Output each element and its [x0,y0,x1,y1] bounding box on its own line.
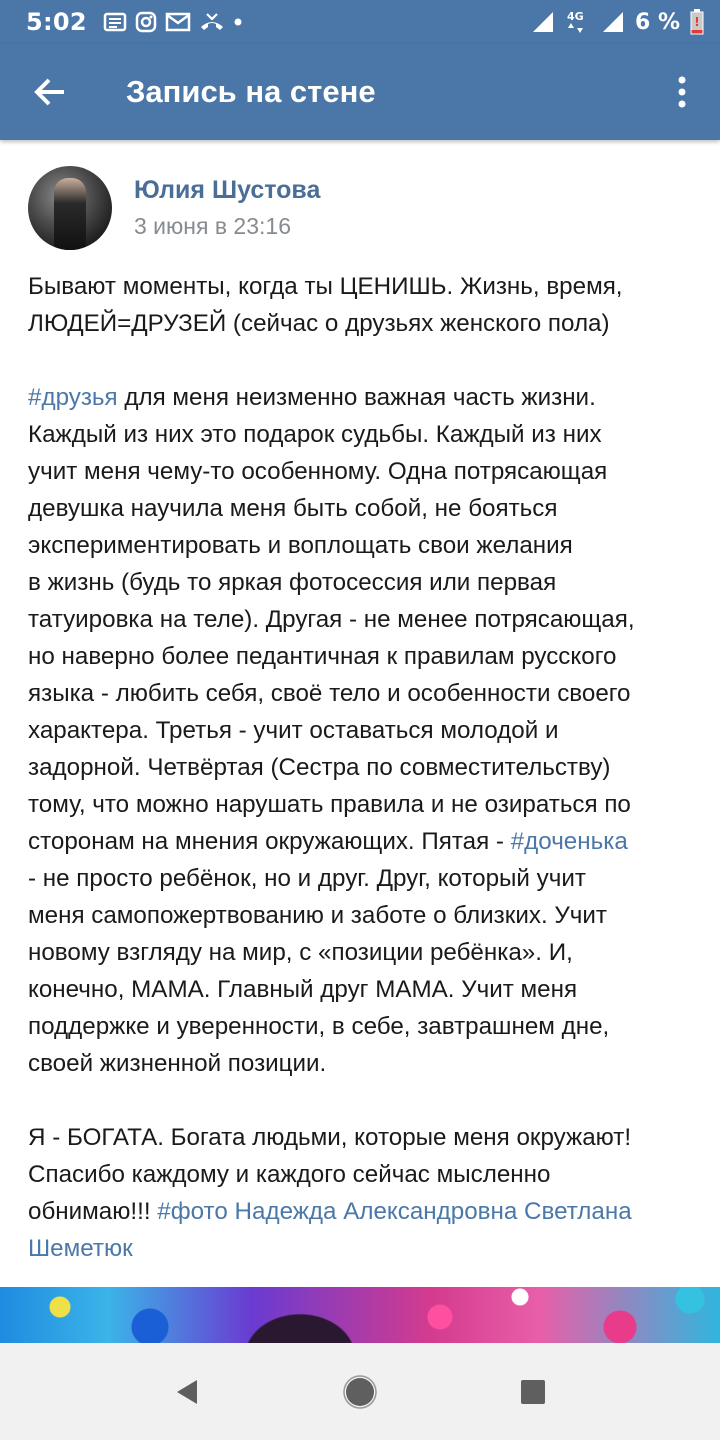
text-line: меня самопожертвованию и заботе о близких. Учит [28,902,607,929]
square-recent-icon [519,1378,547,1406]
nav-back-button[interactable] [147,1352,227,1432]
battery-icon [690,9,704,35]
more-options-button[interactable] [644,44,720,140]
text-line: Бывают моменты, когда ты ЦЕНИШЬ. Жизнь, время, [28,273,623,300]
hashtag-link[interactable]: Шеметюк [28,1235,133,1262]
text-line: конечно, МАМА. Главный друг МАМА. Учит меня [28,976,578,1003]
hashtag-link[interactable]: #друзья [28,384,118,411]
text-line: Каждый из них это подарок судьбы. Каждый из них [28,421,602,448]
text-line [28,1230,698,1267]
more-vertical-icon [677,76,687,108]
text-line: новому взгляду на мир, с «позиции ребёнка». И, [28,939,573,966]
more-notifications-dot-icon [233,17,243,27]
mail-icon [165,12,191,32]
text-line: - не просто ребёнок, но и друг. Друг, который учит [28,865,586,892]
post-photo[interactable] [0,1287,720,1343]
text-line: татуировка на теле). Другая - не менее потрясающая, [28,606,635,633]
status-bar [0,0,720,44]
text-line: ЛЮДЕЙ=ДРУЗЕЙ (сейчас о друзьях женского пола) [28,310,610,337]
signal-icon [529,10,555,34]
triangle-back-icon [173,1377,201,1407]
text-line: но наверно более педантичная к правилам русского [28,643,617,670]
text-line: поддержке и уверенности, в себе, завтрашнем дне, [28,1013,610,1040]
nav-recent-button[interactable] [493,1352,573,1432]
text-line: в жизнь (будь то яркая фотосессия или первая [28,569,557,596]
missed-call-icon [199,12,225,32]
avatar[interactable] [28,166,112,250]
signal-icon-2 [599,10,625,34]
page-title: Запись на стене [126,74,376,109]
app-bar [0,44,720,140]
text-line: своей жизненной позиции. [28,1050,327,1077]
post-meta [134,176,320,240]
back-button[interactable] [0,44,100,140]
instagram-icon [135,11,157,33]
nav-home-button[interactable] [320,1352,400,1432]
text-span: для меня неизменно важная часть жизни. [117,384,596,411]
post-header [28,166,320,250]
text-line: тому, что можно нарушать правила и не озираться по [28,791,631,818]
author-name[interactable]: Юлия Шустова [134,176,321,204]
text-span: обнимаю!!! [28,1198,158,1225]
text-line [28,823,698,860]
text-line: языка - любить себя, своё тело и особенности своего [28,680,631,707]
text-line: девушка научила меня быть собой, не бояться [28,495,558,522]
svg-text:!: ! [694,15,700,29]
network-label: 4G [566,10,584,23]
network-4g-icon [565,9,589,35]
post-text [28,268,698,1267]
post-date: 3 июня в 23:16 [134,213,291,239]
text-line [28,379,698,416]
text-line [28,1193,698,1230]
text-line: экспериментировать и воплощать свои желания [28,532,573,559]
hashtag-link[interactable]: #фото Надежда Александровна Светлана [157,1198,632,1225]
circle-home-icon [343,1375,377,1409]
system-nav-bar [0,1343,720,1440]
notification-icons [103,11,243,33]
battery-percent: 6 % [634,9,680,35]
text-line: Спасибо каждому и каждого сейчас мысленно [28,1161,551,1188]
text-line: учит меня чему-то особенному. Одна потрясающая [28,458,608,485]
text-span: сторонам на мнения окружающих. Пятая - [28,828,511,855]
hashtag-link[interactable]: #доченька [510,828,628,855]
status-time: 5:02 [26,8,87,36]
text-line: Я - БОГАТА. Богата людьми, которые меня окружают! [28,1124,632,1151]
text-line: задорной. Четвёртая (Сестра по совместительству) [28,754,611,781]
arrow-left-icon [33,77,67,107]
text-line: характера. Третья - учит оставаться молодой и [28,717,559,744]
notification-message-icon [103,11,127,33]
